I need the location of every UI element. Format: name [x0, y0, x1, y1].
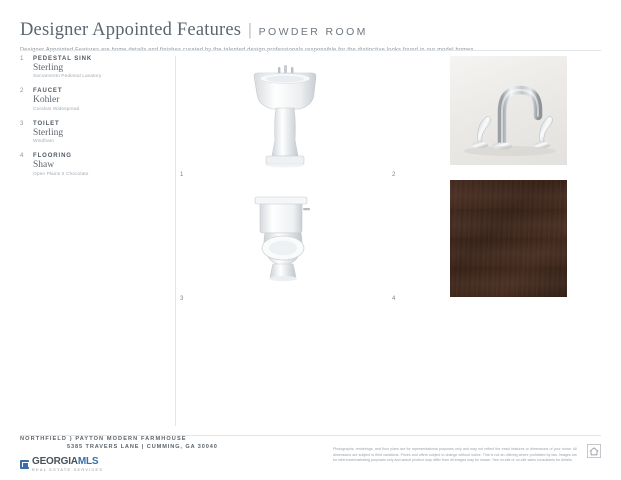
toilet-icon	[243, 190, 323, 285]
cell-label: 1	[180, 172, 184, 178]
spec-number: 2	[20, 88, 24, 95]
header-divider	[20, 50, 601, 51]
community-name: NORTHFIELD ) PAYTON MODERN FARMHOUSE	[20, 436, 187, 442]
spec-category: FLOORING	[33, 153, 72, 160]
spec-number: 1	[20, 56, 24, 62]
page-title-main: Designer Appointed Features	[20, 20, 242, 40]
community-address: 5385 TRAVERS LANE | CUMMING, GA 30040	[67, 444, 218, 450]
spec-category: TOILET	[33, 120, 60, 127]
spec-brand: Kohler	[33, 95, 60, 106]
logo-text-accent: MLS	[77, 456, 99, 467]
spec-brand: Sterling	[33, 127, 64, 138]
list-item	[20, 121, 170, 144]
page-title-room: POWDER ROOM	[258, 26, 368, 38]
cell-label: 4	[392, 296, 396, 302]
wood-flooring-swatch	[450, 180, 567, 297]
title-divider: |	[248, 20, 252, 39]
spec-description: Windham	[33, 139, 54, 145]
logo-text	[32, 456, 103, 467]
home-icon	[587, 444, 601, 458]
spec-brand: Sterling	[33, 63, 64, 73]
spec-category: FAUCET	[33, 88, 63, 95]
cell-label: 3	[180, 296, 184, 302]
list-item	[20, 88, 170, 111]
spec-number: 4	[20, 153, 24, 160]
flooring-swatch-photo	[392, 180, 597, 297]
spec-description: Open Plains II Chocolate	[33, 171, 89, 177]
product-cell-faucet	[392, 56, 597, 178]
content-divider	[175, 56, 176, 426]
product-cell-pedestal-sink	[180, 56, 385, 178]
spec-description: Sacramento Pedestal Lavatory	[33, 74, 102, 80]
spec-category: PEDESTAL SINK	[33, 56, 93, 62]
list-item	[20, 56, 170, 79]
pedestal-sink-photo	[180, 56, 385, 173]
page-header	[20, 20, 601, 53]
product-image-grid	[180, 56, 600, 301]
list-item	[20, 153, 170, 176]
spec-brand: Shaw	[33, 160, 55, 171]
faucet-image-background	[450, 56, 567, 165]
cell-label: 2	[392, 172, 396, 178]
product-cell-flooring	[392, 180, 597, 302]
spec-number: 3	[20, 120, 24, 127]
house-logo-icon	[20, 460, 29, 469]
product-cell-toilet	[180, 180, 385, 302]
pedestal-sink-icon	[238, 60, 328, 170]
spec-list	[20, 56, 170, 186]
faucet-icon	[450, 56, 567, 165]
spec-description: Coralais Widespread	[33, 106, 80, 112]
logo-subtitle: REAL ESTATE SERVICES	[32, 468, 104, 472]
georgia-mls-logo	[20, 456, 310, 472]
page-title	[20, 20, 601, 41]
footer-branding	[20, 436, 310, 472]
toilet-photo	[180, 180, 385, 297]
legal-disclaimer: Photographs, renderings, and floor plans are for representational purposes only and may not reflect the exact features or dimensions of your home. All dimensions are subject to field variations. Prices and offers subject to change without notice. This is not an offering where prohibited by law. Images are for reference/marketing purposes only and actual product may differ from all images may be shown. See on-site or on-site sales consultants for details.	[333, 447, 577, 463]
faucet-photo	[392, 56, 597, 173]
logo-text-primary: GEORGIA	[32, 456, 78, 467]
